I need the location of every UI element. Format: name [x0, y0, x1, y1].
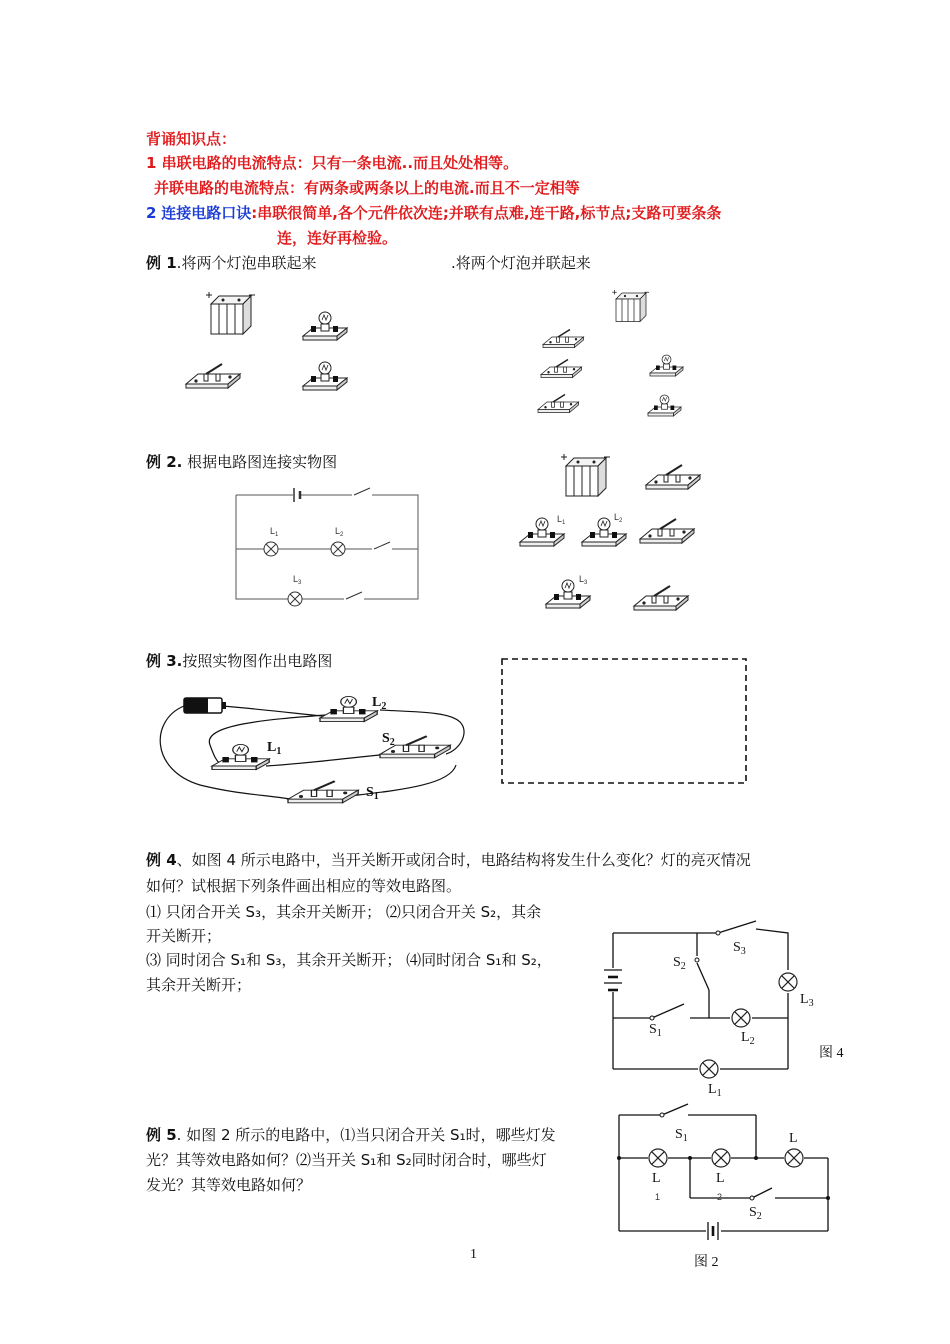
knowledge-heading: 背诵知识点： [146, 130, 237, 148]
rhyme-number: 2 [146, 204, 157, 222]
ex1-parallel-switch-b[interactable] [541, 360, 582, 378]
fig2-node-d [826, 1196, 830, 1200]
fig2-node-a [617, 1156, 621, 1160]
fig2-battery [708, 1222, 718, 1240]
ex2-diagram-label-l3: $L_3$ [293, 574, 302, 586]
fig2-lamp-right [785, 1149, 803, 1167]
ex2-lamp-l2 [331, 542, 345, 556]
fig4-s1-contact [650, 1016, 654, 1020]
fig4-caption: 图 4 [819, 1046, 844, 1061]
ex2-lamp-l3 [288, 592, 302, 606]
ex1-series-lamp-b[interactable] [303, 362, 347, 390]
ex2-part-label-l3: $L_3$ [579, 574, 588, 586]
example-3-prompt [146, 648, 332, 674]
ex1-parallel-switch-a[interactable] [543, 330, 584, 348]
ex1-parallel-battery[interactable] [612, 290, 649, 322]
example-4-label: 例 4 [146, 851, 177, 869]
ex3-label-s1: $S_1$ [366, 785, 379, 802]
fig4-label-s2: $S_2$ [673, 955, 686, 972]
parallel-current-rule: 并联电路的电流特点：有两条或两条以上的电流.而且不一定相等 [154, 179, 580, 197]
fig4-lamp-l2 [732, 1009, 750, 1027]
example-5-text-1: . 如图 2 所示的电路中，⑴当只闭合开关 S₁时，哪些灯发 [176, 1126, 556, 1144]
fig2-caption: 图 2 [694, 1255, 719, 1270]
fig2-label-l-right: L [789, 1131, 798, 1146]
fig2-node-c [754, 1156, 758, 1160]
example-1-parallel-text: .将两个灯泡并联起来 [451, 254, 591, 272]
ex2-diagram-label-l1: $L_1$ [270, 526, 279, 538]
fig4-lamp-l3 [779, 973, 797, 991]
ex1-parallel-lamp-a[interactable] [650, 355, 683, 376]
fig2-label-l-b: L [716, 1171, 725, 1186]
example-5-line-3: 发光？其等效电路如何？ [146, 1176, 312, 1194]
ex3-label-l2: $L_2$ [372, 695, 387, 712]
fig4-label-l3: $L_3$ [800, 992, 814, 1009]
ex3-battery[interactable] [184, 698, 226, 713]
example-5-line-1 [146, 1122, 556, 1148]
rhyme-label: 连接电路口诀 [161, 204, 252, 222]
example-4-line-6: 其余开关断开； [146, 976, 252, 994]
ex1-series-switch[interactable] [186, 364, 240, 388]
fig2-label-l-a-sub: 1 [655, 1192, 661, 1202]
example-2-text: 根据电路图连接实物图 [182, 453, 338, 471]
example-4-line-4: 开关断开； [146, 927, 222, 945]
example-3-label: 例 3. [146, 652, 183, 670]
fig4-battery [604, 970, 622, 990]
ex2-battery[interactable] [561, 454, 610, 496]
example-4-text-1: 、如图 4 所示电路中，当开关断开或闭合时，电路结构将发生什么变化？灯的亮灭情况 [176, 851, 751, 869]
fig4-circuit [613, 921, 788, 1069]
ex3-lamp-l2[interactable] [320, 696, 377, 721]
connection-rhyme-cont: 连，连好再检验。 [277, 229, 398, 247]
ex3-label-l1: $L_1$ [267, 740, 282, 757]
example-4-line-1 [146, 847, 751, 873]
fig2-s2-contact [750, 1196, 754, 1200]
example-1-series-text: .将两个灯泡串联起来 [176, 254, 317, 272]
fig4-label-s1: $S_1$ [649, 1022, 662, 1039]
fig4-s2-contact [695, 958, 699, 962]
ex3-answer-box[interactable] [502, 659, 746, 783]
ex2-switch-b[interactable] [640, 519, 694, 543]
rhyme-text: :串联很简单,各个元件依次连;并联有点难,连干路,标节点;支路可要条条 [251, 204, 722, 222]
fig4-label-l1: $L_1$ [708, 1082, 722, 1099]
ex2-part-label-l1: $L_1$ [557, 514, 566, 526]
fig2-label-s1: $S_1$ [675, 1127, 688, 1144]
fig2-label-l-a: L [652, 1171, 661, 1186]
page-number: 1 [470, 1247, 477, 1262]
rule-number: 1 [146, 154, 157, 172]
fig4-label-l2: $L_2$ [741, 1030, 755, 1047]
example-2-prompt [146, 449, 337, 475]
ex2-switch-c[interactable] [634, 586, 688, 610]
ex1-parallel-lamp-b[interactable] [648, 395, 681, 416]
ex1-parallel-switch-c[interactable] [538, 395, 579, 413]
example-5-line-2: 光？其等效电路如何？⑵当开关 S₁和 S₂同时闭合时，哪些灯 [146, 1151, 547, 1169]
fig2-node-b [688, 1156, 692, 1160]
example-5-label: 例 5 [146, 1126, 177, 1144]
rule-text: 串联电路的电流特点：只有一条电流..而且处处相等。 [161, 154, 519, 172]
example-3-text: 按照实物图作出电路图 [182, 652, 333, 670]
fig2-circuit [619, 1104, 828, 1231]
example-2-label: 例 2. [146, 453, 183, 471]
fig2-label-s2: $S_2$ [749, 1205, 762, 1222]
ex2-circuit-diagram [236, 488, 418, 599]
ex1-series-lamp-a[interactable] [303, 312, 347, 340]
fig2-lamp-b [712, 1149, 730, 1167]
ex3-label-s2: $S_2$ [382, 731, 395, 748]
fig4-label-s3: $S_3$ [733, 940, 746, 957]
ex2-switch-a[interactable] [646, 465, 700, 489]
ex2-part-label-l2: $L_2$ [614, 512, 623, 524]
example-4-line-5: ⑶ 同时闭合 S₁和 S₃，其余开关断开； ⑷同时闭合 S₁和 S₂， [146, 951, 552, 969]
ex2-lamp-l1 [264, 542, 278, 556]
example-4-line-2: 如何？试根据下列条件画出相应的等效电路图。 [146, 877, 462, 895]
ex1-series-battery[interactable] [206, 292, 255, 334]
example-1-label: 例 1 [146, 254, 177, 272]
ex2-diagram-label-l2: $L_2$ [335, 526, 344, 538]
fig2-lamp-a [649, 1149, 667, 1167]
ex3-lamp-l1[interactable] [212, 744, 269, 769]
fig4-s3-contact [716, 931, 720, 935]
fig2-s1-contact [660, 1113, 664, 1117]
fig4-lamp-l1 [700, 1060, 718, 1078]
fig2-label-l-b-sub: 2 [717, 1192, 723, 1202]
example-4-line-3: ⑴ 只闭合开关 S₃，其余开关断开； ⑵只闭合开关 S₂，其余 [146, 903, 542, 921]
ex3-switch-s1[interactable] [288, 781, 358, 803]
